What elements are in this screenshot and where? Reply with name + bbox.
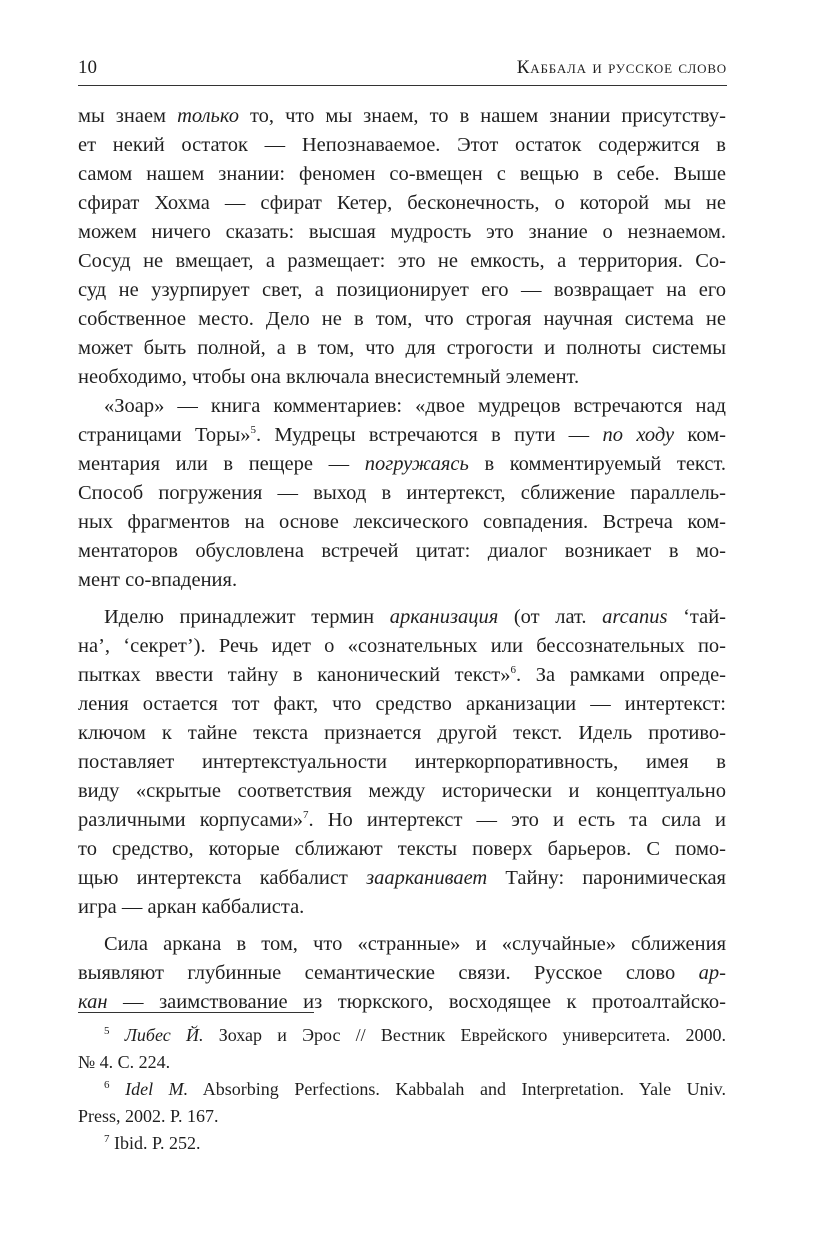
emphasis: арканизация [389, 606, 499, 628]
text-line: ных фрагментов на основе лексического совпадения. Встреча ком- [78, 511, 726, 533]
text-line: необходимо, чтобы она включала внесистемный элемент. [78, 366, 580, 388]
footnote-line: № 4. С. 224. [78, 1052, 171, 1072]
footnote-number: 6 [104, 1079, 110, 1091]
page-header [78, 56, 727, 80]
paragraph-1 [78, 102, 726, 392]
emphasis: погружаясь [364, 453, 469, 475]
footnote-number: 5 [104, 1025, 110, 1037]
text-line: ключом к тайне текста признается другой текст. Идель противо- [78, 722, 726, 744]
footnote-ref[interactable]: 6 [510, 664, 516, 677]
emphasis: по ходу [602, 424, 675, 446]
emphasis: ар- [698, 962, 726, 984]
footnote-author: Либес Й. [124, 1025, 204, 1045]
paragraph-3 [78, 603, 726, 922]
footnote-author: Idel M. [125, 1079, 189, 1099]
footnotes [78, 1022, 726, 1157]
text-line: различными корпусами»$^7$. Но интертекст — это и есть та сила и [78, 809, 726, 831]
text-line: «Зоар» — книга комментариев: «двое мудрецов встречаются над [104, 395, 726, 417]
body-text [78, 102, 726, 1017]
footnote-5 [78, 1022, 726, 1076]
text-line: Сосуд не вмещает, а размещает: это не емкость, а территория. Со- [78, 250, 726, 272]
paragraph-4 [78, 930, 726, 1017]
text-line: суд не узурпирует свет, а позиционирует его — возвращает на его [78, 279, 726, 301]
text-line: щью интертекста каббалист заарканивает Тайну: паронимическая [78, 867, 726, 889]
footnote-number: 7 [104, 1133, 110, 1145]
page-number: 10 [78, 57, 97, 78]
text-line: собственное место. Дело не в том, что строгая научная система не [78, 308, 726, 330]
text-line: сфират Хохма — сфират Кетер, бесконечность, о которой мы не [78, 192, 726, 214]
text-line: поставляет интертекстуальности интеркорпоративность, имея в [78, 751, 726, 773]
text-line: игра — аркан каббалиста. [78, 896, 305, 918]
text-line: пытках ввести тайну в канонический текст»$^6$. За рамками опреде- [78, 664, 726, 686]
text-line: ет некий остаток — Непознаваемое. Этот остаток содержится в [78, 134, 726, 156]
text-line: то средство, которые сближают тексты поверх барьеров. С помо- [78, 838, 726, 860]
text-line: Способ погружения — выход в интертекст, сближение параллель- [78, 482, 726, 504]
text-line: может быть полной, а в том, что для строгости и полноты системы [78, 337, 726, 359]
footnote-separator [78, 1012, 314, 1013]
text-line: можем ничего сказать: высшая мудрость это знание о незнаемом. [78, 221, 726, 243]
footnote-6 [78, 1076, 726, 1130]
text-line: Иделю принадлежит термин арканизация (от лат. arcanus ‘тай- [104, 606, 727, 628]
text-line: ментария или в пещере — погружаясь в комментируемый текст. [78, 453, 727, 475]
emphasis: только [177, 105, 239, 127]
footnote-line: $^5$ Либес Й. Зохар и Эрос // Вестник Еврейского университета. 2000. [104, 1025, 726, 1045]
footnote-ref[interactable]: 5 [250, 424, 256, 437]
text-line: на’, ‘секрет’). Речь идет о «сознательных или бессознательных по- [78, 635, 726, 657]
text-line: кан — заимствование из тюркского, восходящее к протоалтайско- [78, 991, 726, 1013]
text-line: Сила аркана в том, что «странные» и «случайные» сближения [104, 933, 726, 955]
footnote-line: $^7$ Ibid. P. 252. [104, 1133, 201, 1153]
text-line: виду «скрытые соответствия между исторически и концептуально [78, 780, 726, 802]
paragraph-2 [78, 392, 726, 595]
text-line: ления остается тот факт, что средство арканизации — интертекст: [78, 693, 726, 715]
header-rule [78, 85, 727, 86]
text-line: страницами Торы»$^5$. Мудрецы встречаются в пути — по ходу ком- [78, 424, 726, 446]
text-line: мент со-впадения. [78, 569, 238, 591]
footnote-line: Press, 2002. P. 167. [78, 1106, 219, 1126]
text-line: мы знаем только то, что мы знаем, то в нашем знании присутству- [78, 105, 726, 127]
text-line: выявляют глубинные семантические связи. Русское слово ар- [78, 962, 726, 984]
text-line: ментаторов обусловлена встречей цитат: диалог возникает в мо- [78, 540, 726, 562]
running-title: Каббала и русское слово [516, 57, 727, 78]
text-line: самом нашем знании: феномен со-вмещен с вещью в себе. Выше [78, 163, 726, 185]
emphasis: arcanus [602, 606, 668, 628]
footnote-line: $^6$ Idel M. Absorbing Perfections. Kabbalah and Interpretation. Yale Univ. [104, 1079, 727, 1099]
footnote-ref[interactable]: 7 [303, 809, 309, 822]
emphasis: заарканивает [366, 867, 488, 889]
footnote-7 [78, 1130, 726, 1157]
emphasis: кан [78, 991, 108, 1013]
